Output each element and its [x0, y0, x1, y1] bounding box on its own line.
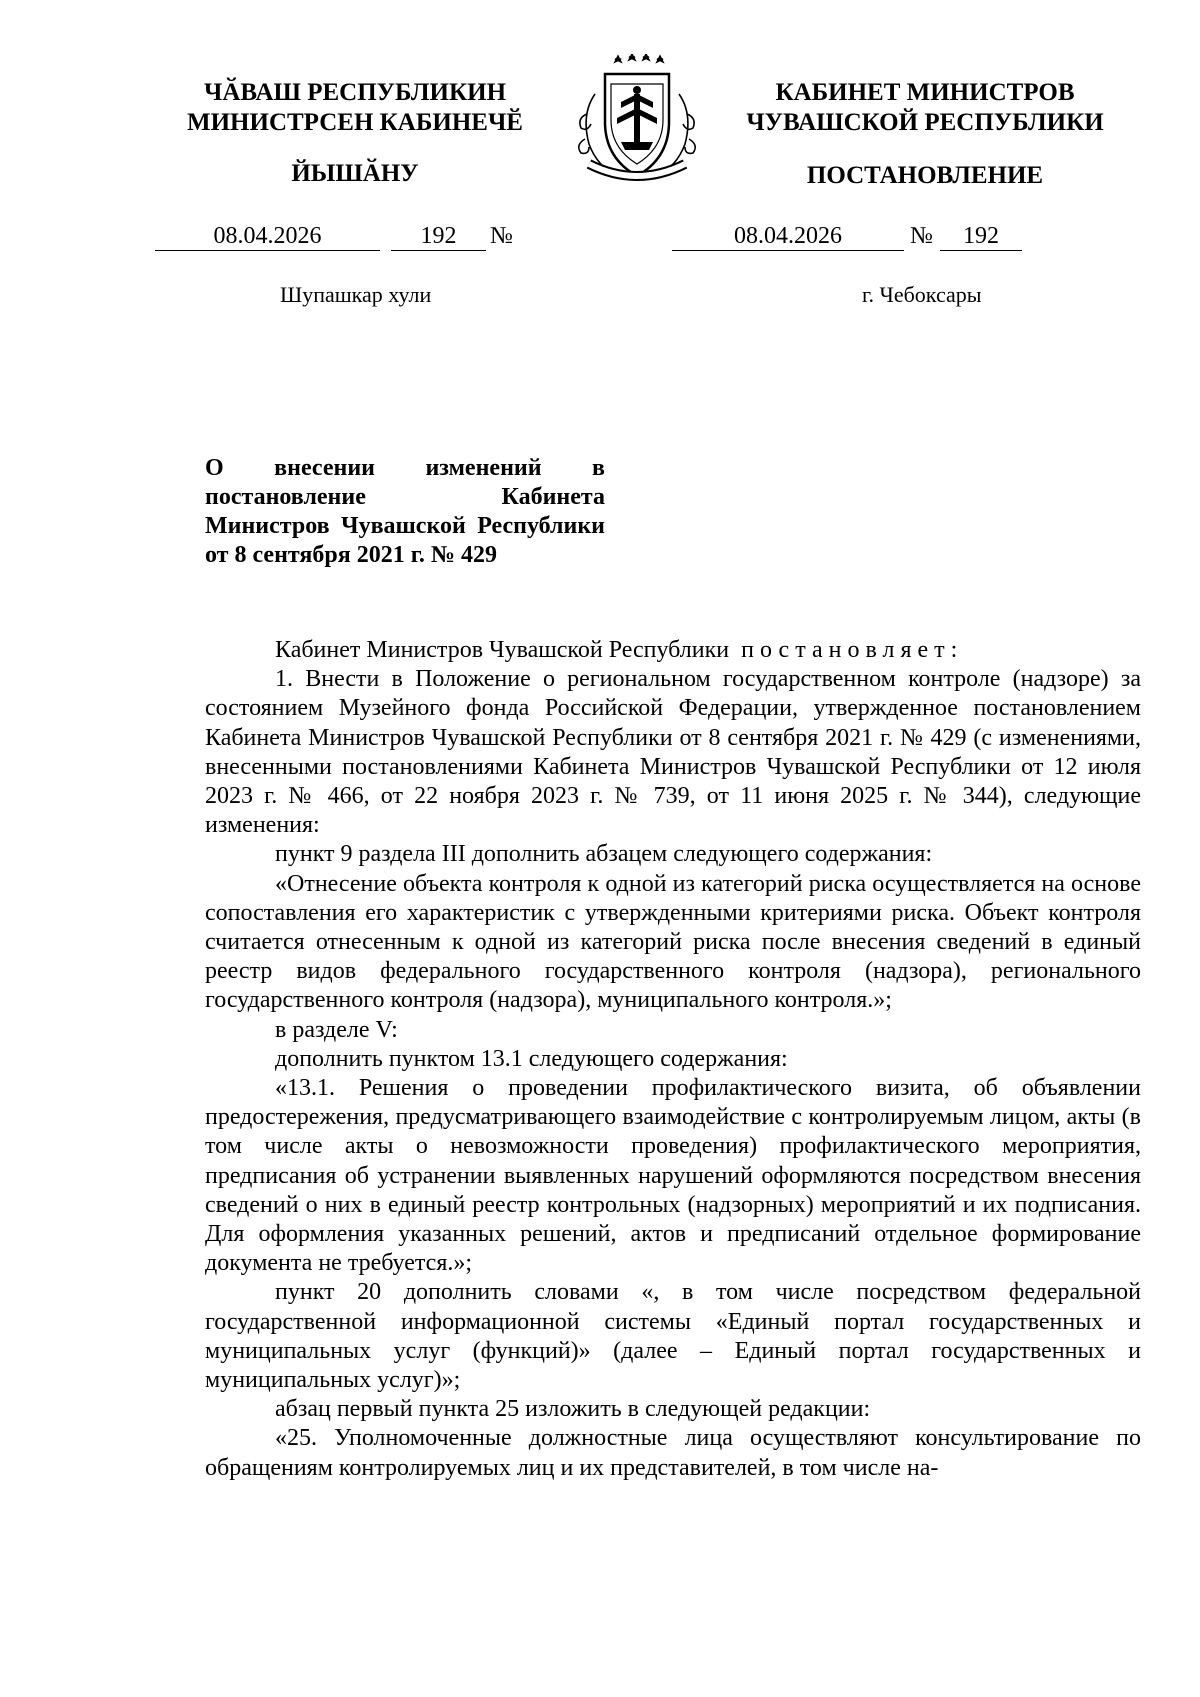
number-sign-chuvash: №: [490, 223, 513, 249]
body-paragraph: пункт 9 раздела III дополнить абзацем следующего содержания:: [275, 841, 933, 868]
document-subject: О внесении изменений в постановление Кабинета Министров Чувашской Республики от 8 сентября 2021 г. № 429: [205, 455, 605, 568]
header-russian-line1: КАБИНЕТ МИНИСТРОВ: [775, 79, 1075, 106]
doc-type-chuvash: ЙЫШӐНУ: [291, 160, 419, 187]
doc-type-russian: ПОСТАНОВЛЕНИЕ: [806, 162, 1044, 189]
coat-of-arms-emblem: [567, 54, 707, 194]
body-paragraph: «25. Уполномоченные должностные лица осуществляют консультирование по обращениям контролируемых лиц и их представителей, в том числе на-: [205, 1425, 1141, 1481]
body-paragraph: «13.1. Решения о проведении профилактического визита, об объявлении предостережения, предусматривающего взаимодействие с контролируемым лицом, акты (в том числе акты о невозможности проведения) профилактического мероприятия, предписания об устранении выявленных нарушений оформляются посредством внесения сведений о них в единый реестр контрольных (надзорных) мероприятий и их подписания. Для оформления указанных решений, актов и предписаний отдельное формирование документа не требуется.»;: [205, 1075, 1141, 1277]
date-line-russian: [672, 222, 1032, 252]
number-field-russian: 192: [940, 222, 1022, 251]
body-paragraph: абзац первый пункта 25 изложить в следующей редакции:: [275, 1396, 871, 1423]
date-field-russian: 08.04.2026: [672, 222, 904, 251]
place-russian: г. Чебоксары: [862, 282, 982, 307]
date-line-chuvash: [155, 222, 555, 252]
header-russian: [705, 78, 1145, 138]
document-body: [205, 636, 1141, 1483]
number-field-chuvash: 192: [391, 222, 486, 251]
body-paragraph: в разделе V:: [275, 1016, 398, 1043]
place-chuvash: Шупашкар хули: [280, 282, 432, 307]
header-chuvash-line1: ЧӐВАШ РЕСПУБЛИКИН: [203, 79, 507, 106]
intro-text: Кабинет Министров Чувашской Республики: [275, 637, 730, 663]
body-paragraph: «Отнесение объекта контроля к одной из категорий риска осуществляется на основе сопоставления его характеристик с утвержденными критериями риска. Объект контроля считается отнесенным к одной из категорий риска после внесения сведений в единый реестр видов федерального государственного контроля (надзора), регионального государственного контроля (надзора), муниципального контроля.»;: [205, 870, 1141, 1014]
header-chuvash-line2: МИНИСТРСЕН КАБИНЕЧӖ: [187, 109, 523, 136]
intro-action: постановляет:: [741, 637, 964, 663]
header-russian-line2: ЧУВАШСКОЙ РЕСПУБЛИКИ: [746, 109, 1104, 136]
body-paragraph: 1. Внести в Положение о региональном государственном контроле (надзоре) за состоянием Музейного фонда Российской Федерации, утвержденное постановлением Кабинета Министров Чувашской Республики от 8 сентября 2021 г. № 429 (с изменениями, внесенными постановлениями Кабинета Министров Чувашской Республики от 12 июля 2023 г. № 466, от 22 ноября 2023 г. № 739, от 11 июня 2025 г. № 344), следующие изменения:: [205, 666, 1141, 839]
body-paragraph: дополнить пунктом 13.1 следующего содержания:: [275, 1045, 788, 1072]
number-sign-russian: №: [910, 223, 933, 249]
body-paragraph: пункт 20 дополнить словами «, в том числе посредством федеральной государственной информационной системы «Единый портал государственных и муниципальных услуг (функций)» (далее – Единый портал государственных и муниципальных услуг)»;: [205, 1279, 1141, 1394]
date-field-chuvash: 08.04.2026: [155, 222, 380, 251]
intro-paragraph: [205, 636, 1141, 665]
header-chuvash: [150, 78, 560, 138]
